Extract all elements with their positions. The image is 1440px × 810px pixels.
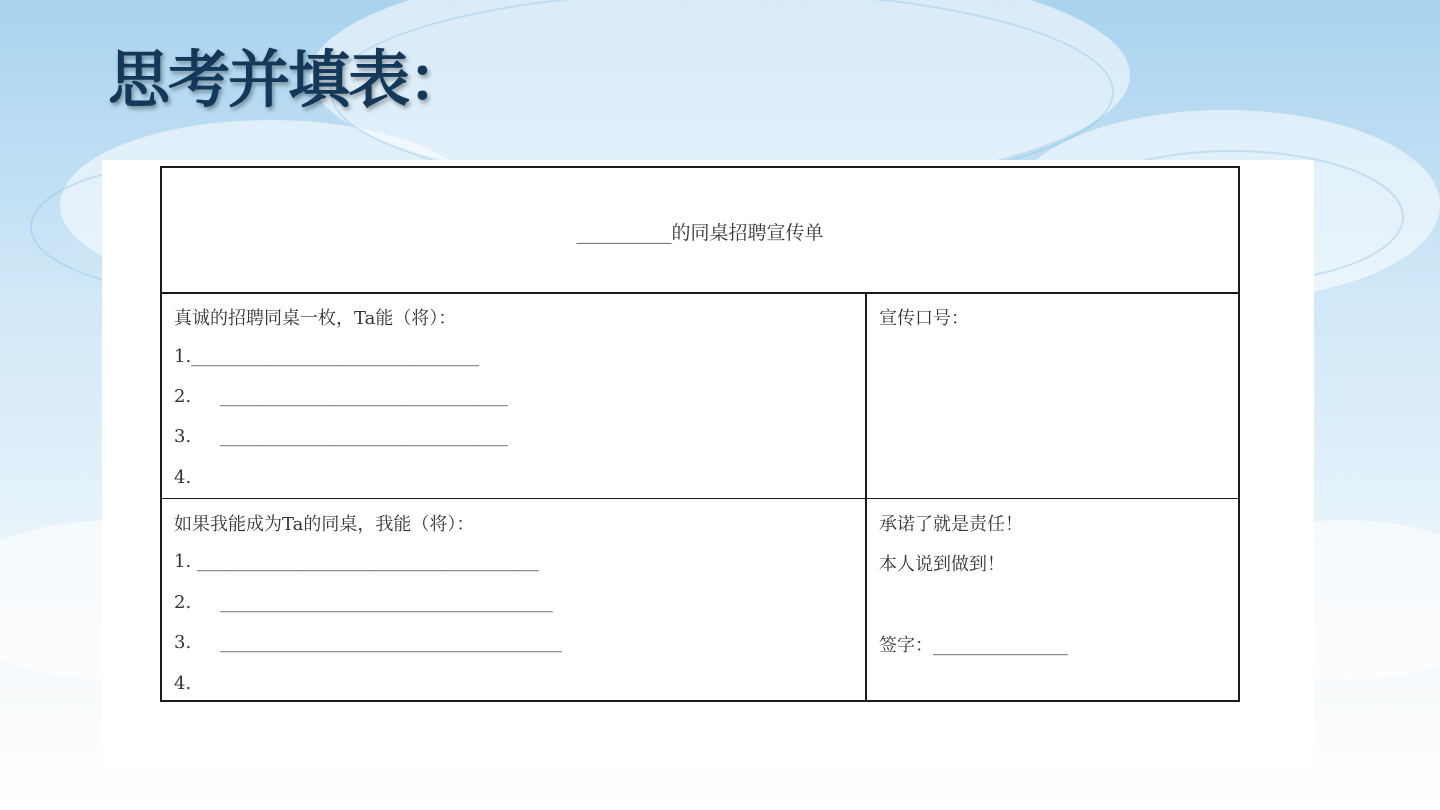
form-header-row [162, 168, 1238, 294]
recruit-cell [174, 292, 854, 498]
slogan-label: 宣传口号： [879, 308, 969, 329]
slogan-cell[interactable] [879, 292, 1229, 498]
promise-blank-4[interactable]: 4. [174, 673, 192, 694]
recruit-row [162, 292, 1238, 499]
promise-blank-1[interactable]: 1. ______________________________________ [174, 551, 539, 572]
recruit-blank-3[interactable]: 3. ________________________________ [174, 426, 508, 447]
form-heading: __________的同桌招聘宣传单 [576, 222, 824, 244]
promise-label: 如果我能成为Ta的同桌，我能（将）： [174, 514, 475, 535]
recruit-label: 真诚的招聘同桌一枚，Ta能（将）： [174, 308, 457, 329]
pledge-line-1: 承诺了就是责任！ [879, 514, 1023, 535]
recruitment-form-table [160, 166, 1240, 702]
recruit-blank-1[interactable]: 1.________________________________ [174, 346, 480, 367]
promise-blank-3[interactable]: 3. ______________________________________ [174, 632, 562, 653]
recruit-blank-2[interactable]: 2. ________________________________ [174, 386, 508, 407]
pledge-cell [879, 498, 1229, 702]
promise-row [162, 498, 1238, 702]
promise-blank-2[interactable]: 2. _____________________________________ [174, 592, 553, 613]
signature-field[interactable]: 签字：_______________ [879, 635, 1068, 656]
recruit-blank-4[interactable]: 4. [174, 467, 192, 488]
page-title: 思考并填表： [108, 43, 469, 116]
pledge-line-2: 本人说到做到！ [879, 554, 1005, 575]
promise-cell [174, 498, 854, 702]
